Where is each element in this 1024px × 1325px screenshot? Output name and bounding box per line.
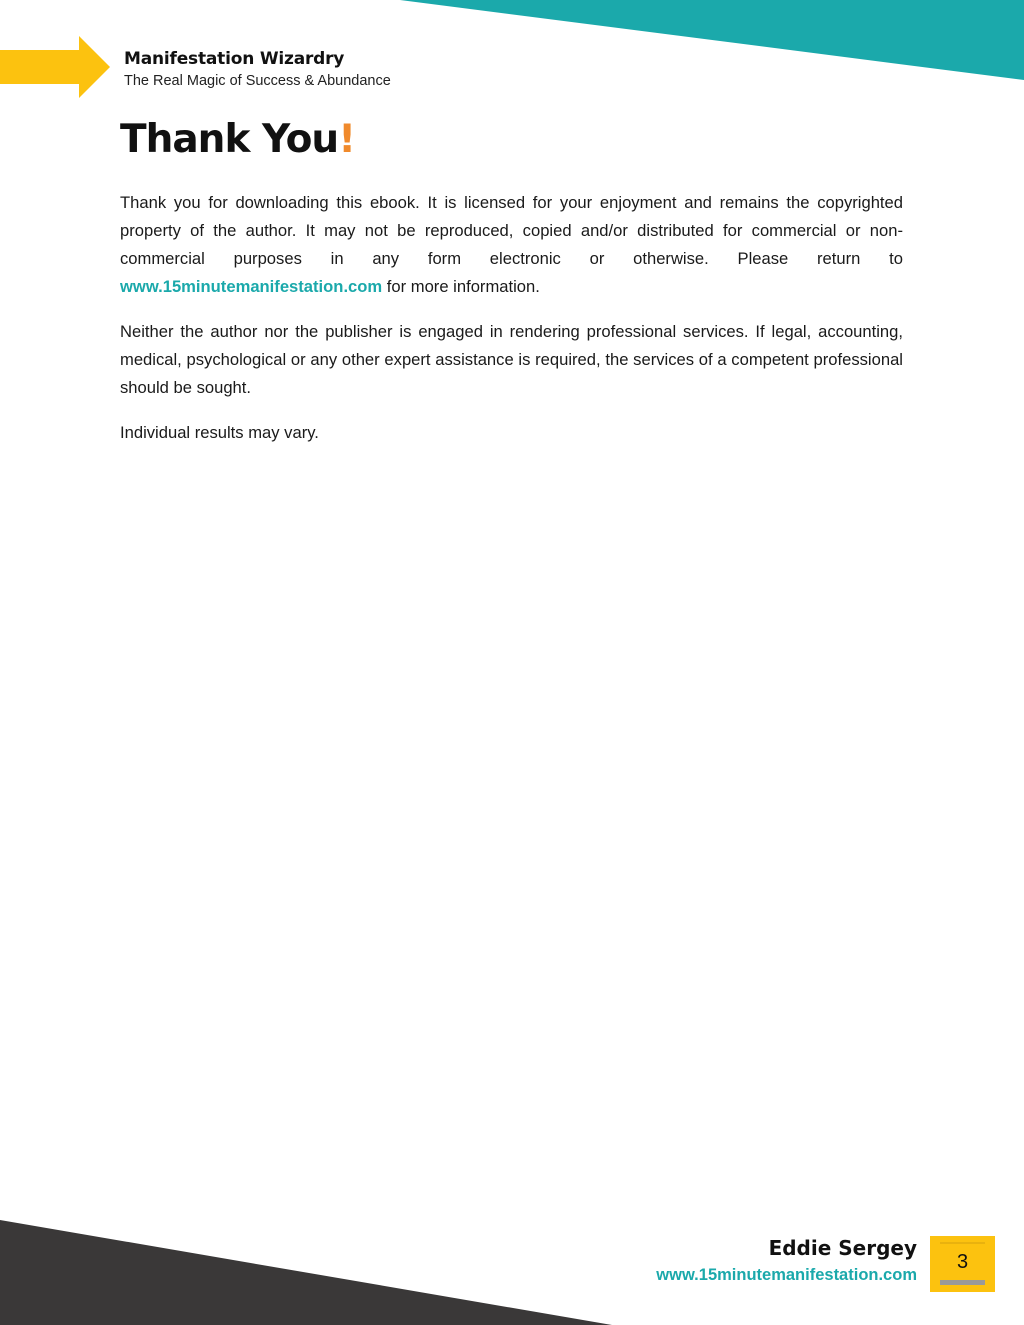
footer-author: Eddie Sergey: [768, 1236, 917, 1260]
bottom-dark-band: [0, 1220, 612, 1325]
header: [124, 47, 391, 91]
paragraph-license-tail: for more information.: [382, 277, 540, 296]
page-title: [120, 112, 355, 168]
page-badge-top-line: [940, 1242, 985, 1244]
top-teal-band: [400, 0, 1024, 80]
paragraph-disclaimer: Neither the author nor the publisher is engaged in rendering professional services. If legal, accounting, medical, psychological or any other expert assistance is required, the services of a competent professional should be sought.: [120, 322, 903, 397]
header-title: Manifestation Wizardry: [124, 49, 345, 69]
page-title-text: Thank You: [120, 117, 339, 162]
page-number-badge: [930, 1236, 995, 1292]
paragraph-results: Individual results may vary.: [120, 423, 319, 442]
website-link[interactable]: www.15minutemanifestation.com: [120, 277, 383, 296]
header-subtitle: The Real Magic of Success & Abundance: [124, 73, 391, 89]
page-number: 3: [956, 1251, 969, 1273]
body-text: [120, 189, 903, 464]
footer-website-link[interactable]: www.15minutemanifestation.com: [656, 1266, 917, 1284]
header-arrow: [0, 36, 110, 98]
page-title-exclamation: !: [338, 117, 355, 162]
page-badge-bottom-bar: [940, 1280, 985, 1285]
paragraph-license-text: Thank you for downloading this ebook. It is licensed for your enjoyment and remains the copyrighted property of the author. It may not be reproduced, copied and/or distributed for commercial or non-commercial purposes in any form electronic or otherwise. Please return to: [120, 193, 903, 268]
paragraph-license: [120, 189, 903, 301]
